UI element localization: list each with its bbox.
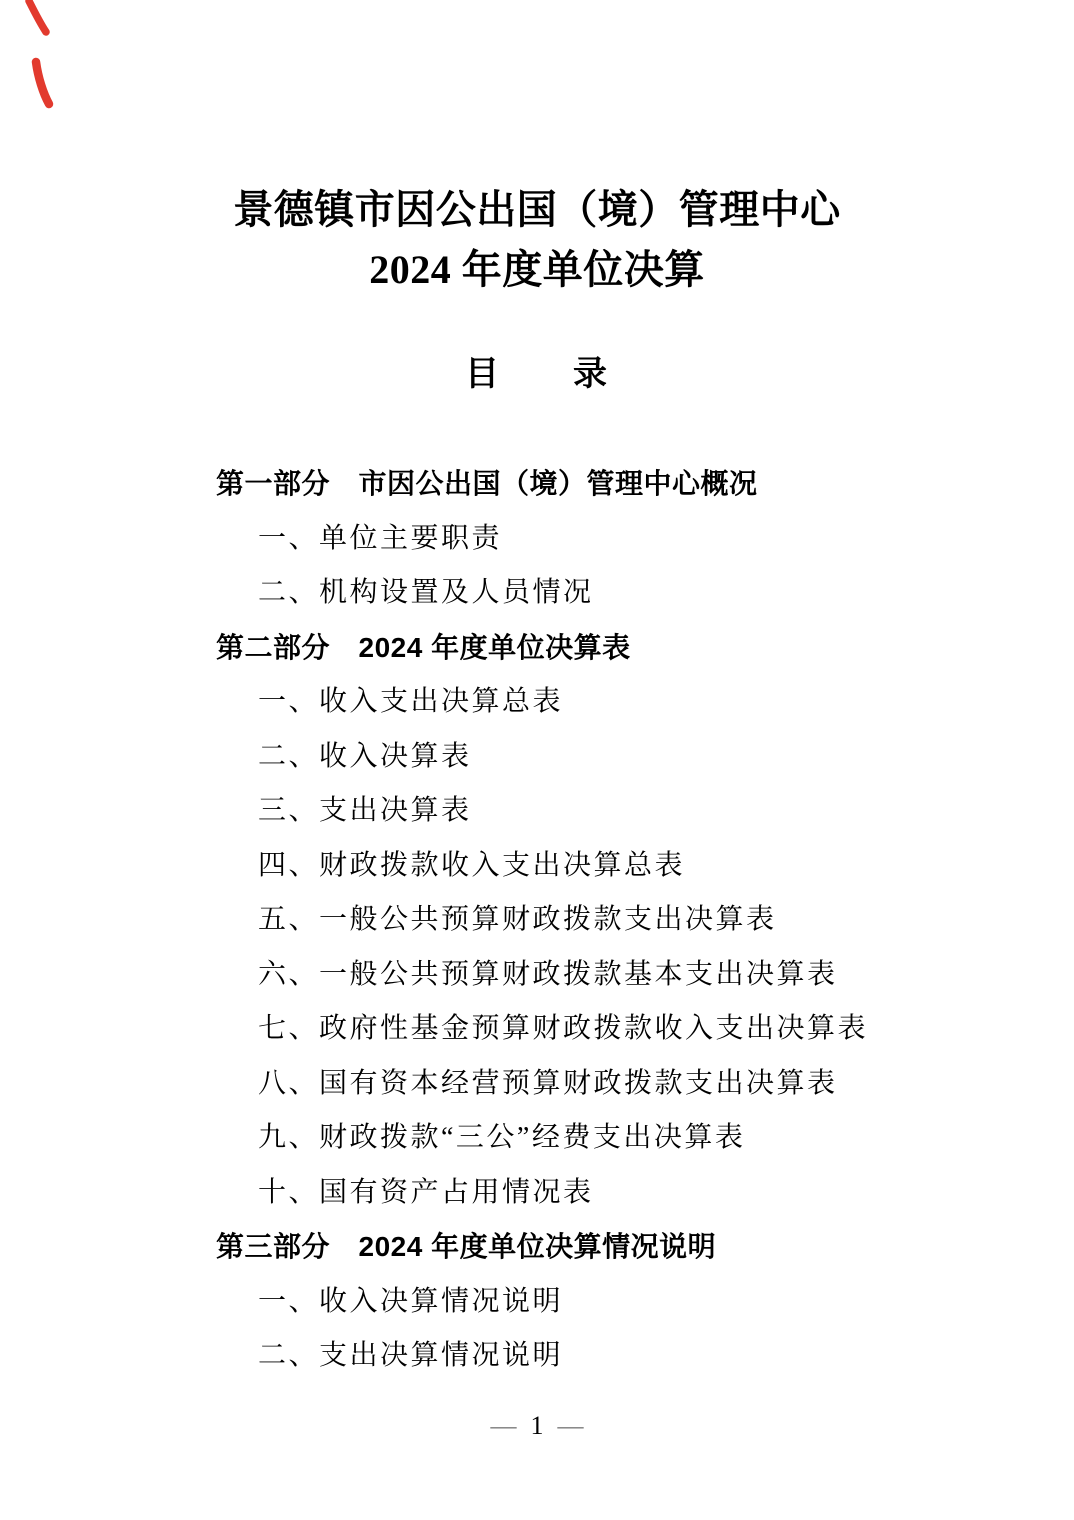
document-title-line1: 景德镇市因公出国（境）管理中心 xyxy=(233,187,841,232)
footer-dash-right: — xyxy=(557,1411,584,1440)
footer-page-number: 1 xyxy=(530,1411,544,1440)
toc-section-part1: 第一部分 市因公出国（境）管理中心概况 xyxy=(216,468,758,499)
toc-entry: 二、机构设置及人员情况 xyxy=(258,577,594,608)
toc-entry: 九、财政拨款“三公”经费支出决算表 xyxy=(258,1122,746,1153)
toc-entry: 一、单位主要职责 xyxy=(258,522,503,554)
footer-dash-left: — xyxy=(490,1411,517,1440)
table-of-contents xyxy=(0,457,1074,1384)
toc-section-part3: 第三部分 2024 年度单位决算情况说明 xyxy=(216,1231,717,1262)
document-title xyxy=(0,180,1074,300)
toc-entry: 四、财政拨款收入支出决算总表 xyxy=(258,849,686,881)
red-pen-mark-icon xyxy=(24,0,58,110)
toc-entry: 七、政府性基金预算财政拨款收入支出决算表 xyxy=(258,1013,869,1044)
toc-section-part2: 第二部分 2024 年度单位决算表 xyxy=(216,631,631,663)
toc-entry: 二、支出决算情况说明 xyxy=(258,1340,564,1371)
toc-entry: 一、收入支出决算总表 xyxy=(258,686,564,717)
toc-entry: 一、收入决算情况说明 xyxy=(258,1285,564,1317)
toc-entry: 五、一般公共预算财政拨款支出决算表 xyxy=(258,904,777,935)
toc-entry: 八、国有资本经营预算财政拨款支出决算表 xyxy=(258,1067,838,1099)
page-number xyxy=(0,1410,1074,1442)
toc-entry: 二、收入决算表 xyxy=(258,740,472,772)
document-title-line2: 2024 年度单位决算 xyxy=(369,247,705,292)
toc-entry: 三、支出决算表 xyxy=(258,795,472,826)
toc-heading: 目 录 xyxy=(465,356,609,393)
toc-entry: 十、国有资产占用情况表 xyxy=(258,1176,594,1208)
toc-entry: 六、一般公共预算财政拨款基本支出决算表 xyxy=(258,958,838,990)
